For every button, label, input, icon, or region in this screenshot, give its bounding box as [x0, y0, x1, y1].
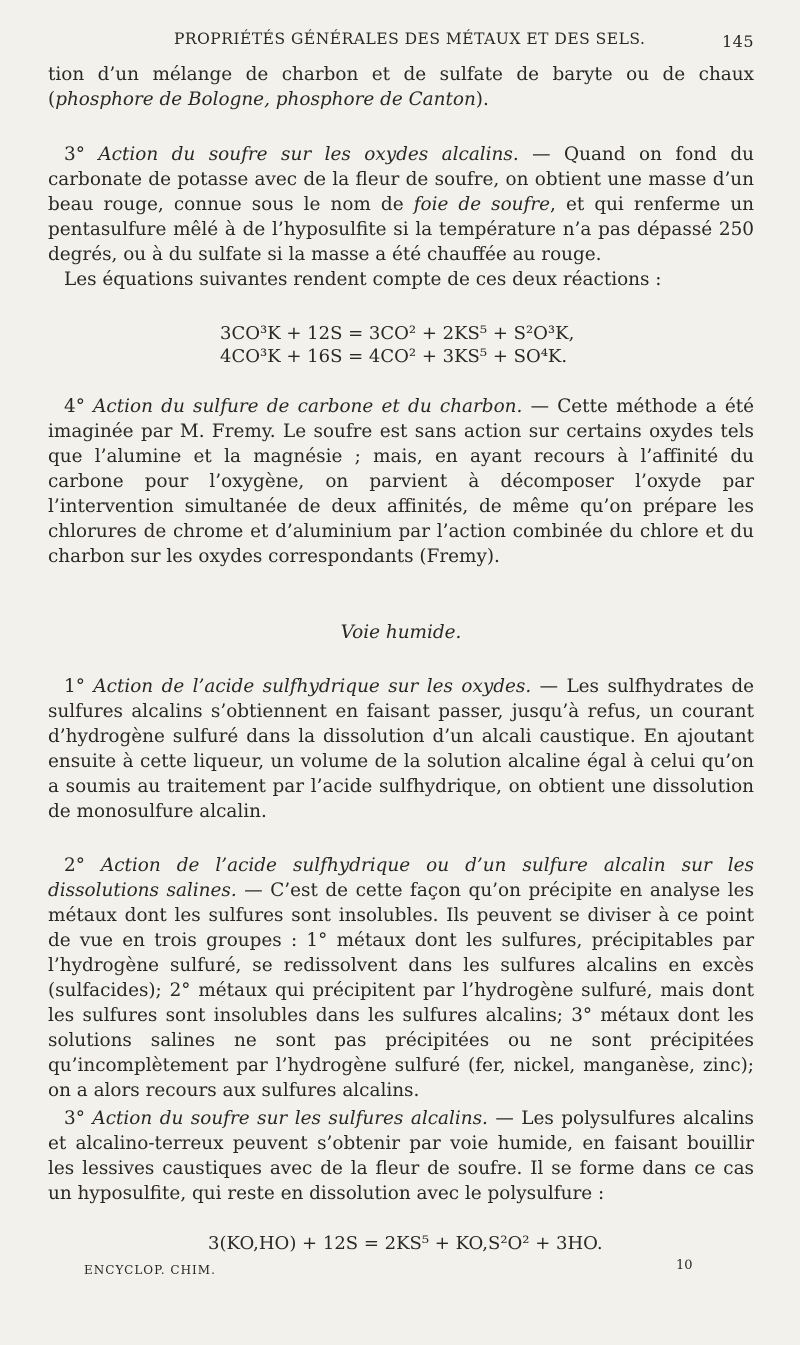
intro-text: tion d’un mélange de charbon et de sulfate de baryte ou de chaux ( [48, 64, 754, 110]
wet-3-paragraph [48, 1106, 754, 1206]
section-4-title: Action du sulfure de carbone et du charbon. [93, 396, 523, 417]
section-3-text-2: , et qui renferme un pentasulfure mêlé à de l’hyposulfite si la température n’a pas dépassé 250 degrés, ou à du sulfate si la masse a été chauffée au rouge. [48, 194, 755, 265]
wet-2-number: 2° [64, 855, 85, 876]
wet-1-text: — Les sulfhydrates de sulfures alcalins s’obtiennent en faisant passer, jusqu’à refus, un courant d’hydrogène sulfuré dans la dissolution d’un alcali caustique. En ajoutant ensuite à cette liqueur, un volume de la solution alcaline égal à celui qu’on a soumis au traitement par l’acide sulfhydrique, on obtient une dissolution de monosulfure alcalin. [48, 676, 754, 822]
running-header [48, 30, 754, 54]
section-3-paragraph [48, 142, 754, 292]
section-4-paragraph [48, 394, 754, 569]
wet-2-paragraph [48, 853, 754, 1103]
section-4-number: 4° [64, 396, 85, 417]
wet-1-title: Action de l’acide sulfhydrique sur les oxydes. [93, 676, 532, 697]
intro-italic: phosphore de Bologne, phosphore de Canton [55, 89, 476, 110]
section-3-text: — Quand on fond du carbonate de potasse avec de la fleur de soufre, on obtient une masse d’un beau rouge, connue sous le nom de [48, 144, 754, 215]
header-title: PROPRIÉTÉS GÉNÉRALES DES MÉTAUX ET DES SELS. [174, 30, 646, 48]
section-3-italic: foie de soufre [413, 194, 551, 215]
subheading-voie-humide: Voie humide. [340, 622, 462, 643]
section-4-text: — Cette méthode a été imaginée par M. Fremy. Le soufre est sans action sur certains oxydes tels que l’alumine et la magnésie ; mais, en ayant recours à l’affinité du carbone pour l’oxygène, on parvient à décomposer l’oxyde par l’intervention simultanée de deux affinités, de même qu’on prépare les chlorures de chrome et d’aluminium par l’action combinée du chlore et du charbon sur les oxydes correspondants (Fremy). [48, 396, 754, 567]
footer-signature: ENCYCLOP. CHIM. [84, 1263, 216, 1277]
equation-line-2: 4CO³K + 16S = 4CO² + 3KS⁵ + SO⁴K. [220, 346, 568, 367]
equation-line-1: 3CO³K + 12S = 3CO² + 2KS⁵ + S²O³K, [220, 323, 575, 344]
equation-line-3: 3(KO,HO) + 12S = 2KS⁵ + KO,S²O² + 3HO. [208, 1233, 603, 1254]
footer-sheet-number: 10 [676, 1258, 693, 1273]
intro-text-end: ). [475, 89, 489, 110]
section-3-number: 3° [64, 144, 85, 165]
wet-2-text: — C’est de cette façon qu’on précipite en analyse les métaux dont les sulfures sont insolubles. Ils peuvent se diviser à ce point de vue en trois groupes : 1° métaux dont les sulfures, précipitables par l’hydrogène sulfuré, se redissolvent dans les sulfures alcalins en excès (sulfacides); 2° métaux qui précipitent par l’hydrogène sulfuré, mais dont les sulfures sont insolubles dans les sulfures alcalins; 3° métaux dont les solutions salines ne sont pas précipitées ou ne sont précipitées qu’incomplètement par l’hydrogène sulfuré (fer, nickel, manganèse, zinc); on a alors recours aux sulfures alcalins. [48, 880, 755, 1101]
wet-3-title: Action du soufre sur les sulfures alcalins. [92, 1108, 488, 1129]
wet-1-number: 1° [64, 676, 85, 697]
intro-paragraph [48, 62, 754, 112]
wet-1-paragraph [48, 674, 754, 824]
page-number: 145 [721, 32, 754, 51]
wet-3-text: — Les polysulfures alcalins et alcalino-terreux peuvent s’obtenir par voie humide, en faisant bouillir les lessives caustiques avec de la fleur de soufre. Il se forme dans ce cas un hyposulfite, qui reste en dissolution avec le polysulfure : [48, 1108, 754, 1204]
wet-3-number: 3° [64, 1108, 85, 1129]
section-3-title: Action du soufre sur les oxydes alcalins. [98, 144, 519, 165]
section-3-equations-intro: Les équations suivantes rendent compte de ces deux réactions : [64, 269, 662, 290]
wet-2-title: Action de l’acide sulfhydrique ou d’un sulfure alcalin sur les dissolutions salines. [48, 855, 754, 901]
